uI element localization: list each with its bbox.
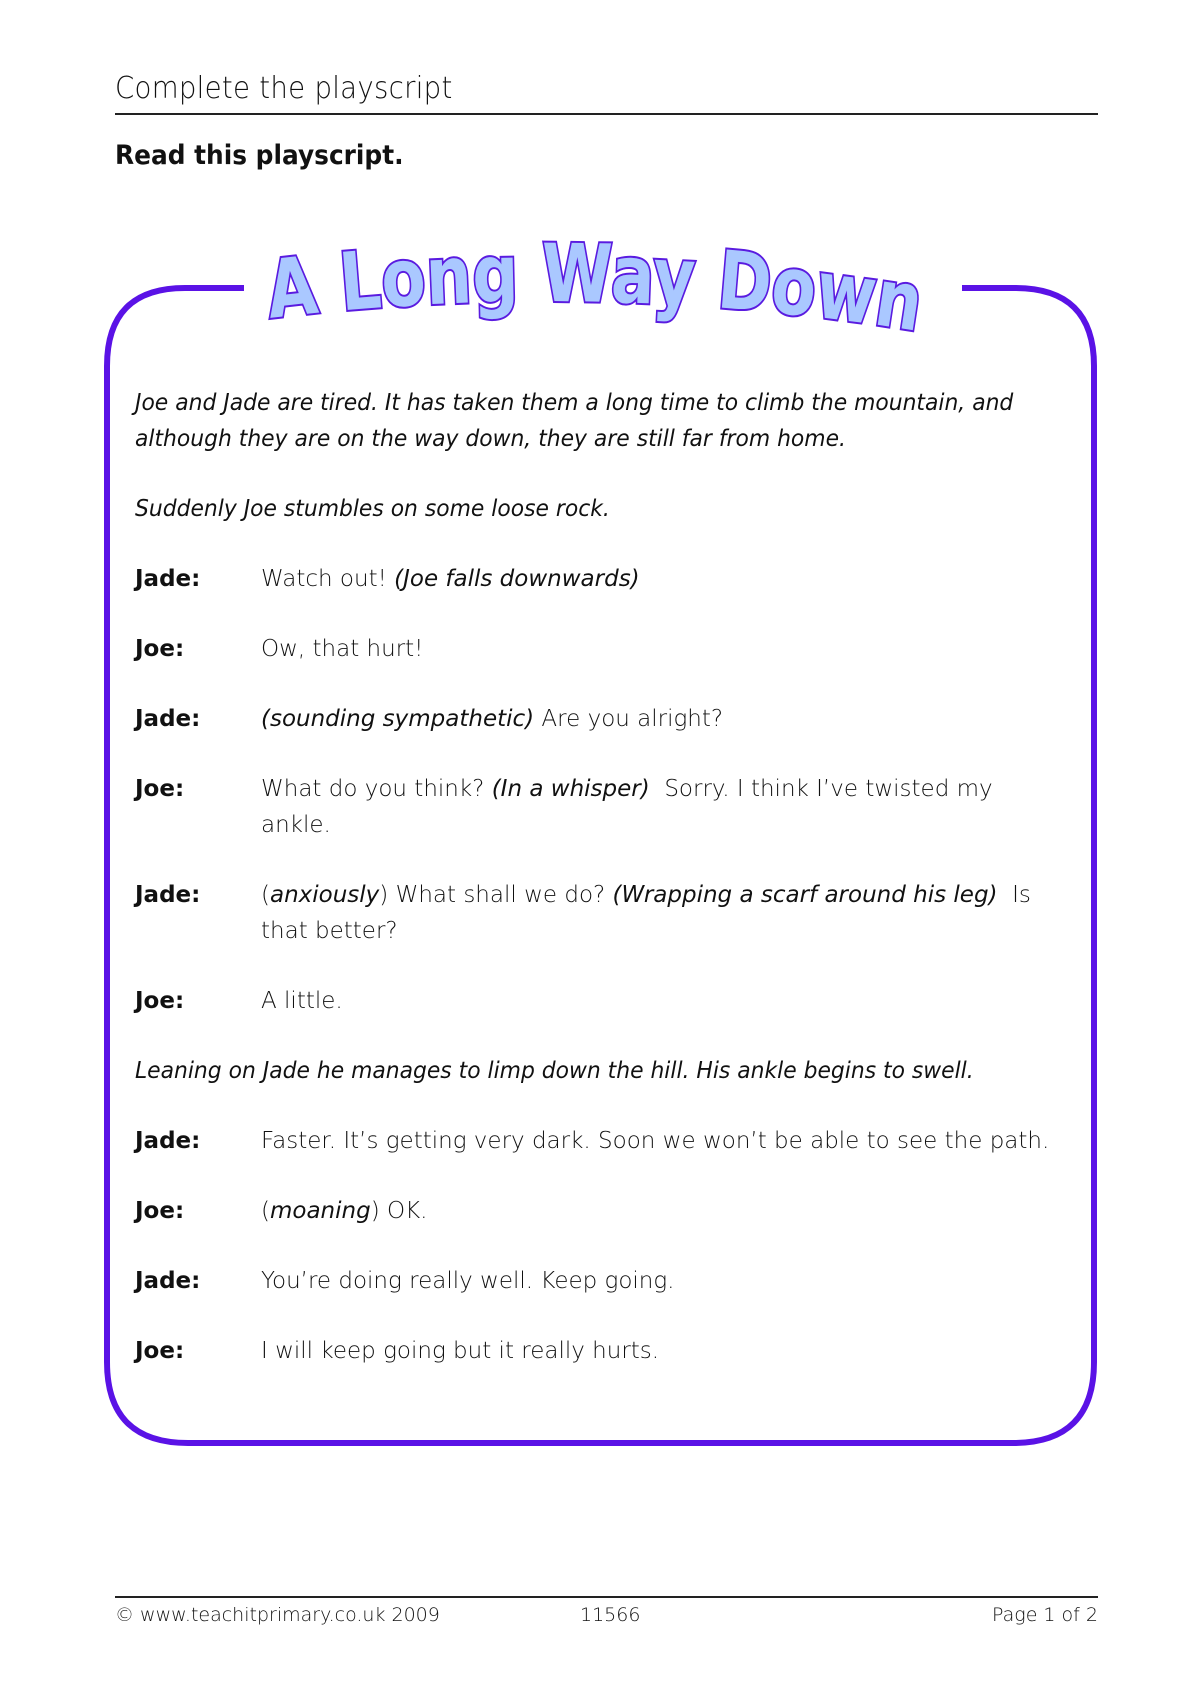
speech-fragment: ) OK.: [370, 1198, 428, 1224]
speaker-name: Jade:: [135, 882, 201, 908]
speaker-name: Joe:: [135, 1338, 185, 1364]
speech-fragment: ) What shall we do?: [379, 882, 613, 908]
speech-text: [261, 701, 1065, 737]
stage-direction-inline: (Joe falls downwards): [394, 566, 640, 592]
speech-fragment: Sorry. I think I’ve twisted my ankle.: [261, 776, 1000, 838]
speech-text: [261, 561, 1065, 597]
dialogue-line: [135, 631, 1065, 667]
dialogue-line: [135, 771, 1065, 843]
speech-fragment: Is that better?: [261, 882, 1039, 944]
speaker-name: Jade:: [135, 706, 201, 732]
dialogue-line: [135, 1263, 1065, 1299]
dialogue-line: [135, 1193, 1065, 1229]
speaker-name: Joe:: [135, 988, 185, 1014]
dialogue-line: [135, 1333, 1065, 1369]
speech-fragment: A little.: [261, 988, 343, 1014]
speech-text: [261, 877, 1065, 949]
story-title-text: A Long Way Down: [261, 238, 940, 352]
playscript-body: [135, 385, 1065, 1403]
dialogue-line: [135, 983, 1065, 1019]
speech-text: [261, 1333, 1065, 1369]
speaker-name: Jade:: [135, 566, 201, 592]
dialogue-line: [135, 877, 1065, 949]
dialogue-block-2: [135, 1123, 1065, 1369]
speaker-name: Joe:: [135, 1198, 185, 1224]
intro-stage-direction: Joe and Jade are tired. It has taken them a long time to climb the mountain, and although they are on the way down, they are still far from home.: [135, 390, 1014, 452]
speech-text: [261, 631, 1065, 667]
speech-text: [261, 1263, 1065, 1299]
speech-fragment: (: [261, 882, 270, 908]
stage-direction-inline: (In a whisper): [491, 776, 650, 802]
dialogue-line: [135, 561, 1065, 597]
speaker-name: Jade:: [135, 1128, 201, 1154]
speaker-name: Joe:: [135, 776, 185, 802]
stage-direction-inline: moaning: [269, 1198, 371, 1224]
document-id: 11566: [580, 1604, 641, 1626]
speech-fragment: You’re doing really well. Keep going.: [261, 1268, 675, 1294]
speech-text: [261, 983, 1065, 1019]
stage-direction: Suddenly Joe stumbles on some loose rock.: [135, 496, 610, 522]
instruction-heading: Read this playscript.: [115, 140, 404, 171]
speech-fragment: Watch out!: [261, 566, 395, 592]
dialogue-line: [135, 1123, 1065, 1159]
page-title: Complete the playscript: [115, 71, 453, 106]
story-title: [260, 238, 940, 378]
speech-text: [261, 771, 1065, 843]
page-header: [115, 72, 1098, 115]
stage-direction: Leaning on Jade he manages to limp down the hill. His ankle begins to swell.: [135, 1058, 974, 1084]
dialogue-block-1: [135, 561, 1065, 1019]
speech-text: [261, 1123, 1065, 1159]
speech-fragment: Are you alright?: [534, 706, 724, 732]
stage-direction-inline: (Wrapping a scarf around his leg): [612, 882, 998, 908]
speech-fragment: What do you think?: [261, 776, 492, 802]
stage-direction-inline: anxiously: [269, 882, 380, 908]
page-footer: [115, 1596, 1098, 1626]
speech-text: [261, 1193, 1065, 1229]
stage-direction-inline: (sounding sympathetic): [261, 706, 535, 732]
speech-fragment: Faster. It’s getting very dark. Soon we won’t be able to see the path.: [261, 1128, 1050, 1154]
page-number: Page 1 of 2: [992, 1604, 1098, 1626]
copyright-text: © www.teachitprimary.co.uk 2009: [115, 1604, 440, 1626]
speaker-name: Jade:: [135, 1268, 201, 1294]
speech-fragment: Ow, that hurt!: [261, 636, 424, 662]
speaker-name: Joe:: [135, 636, 185, 662]
dialogue-line: [135, 701, 1065, 737]
speech-fragment: I will keep going but it really hurts.: [261, 1338, 660, 1364]
speech-fragment: (: [261, 1198, 270, 1224]
